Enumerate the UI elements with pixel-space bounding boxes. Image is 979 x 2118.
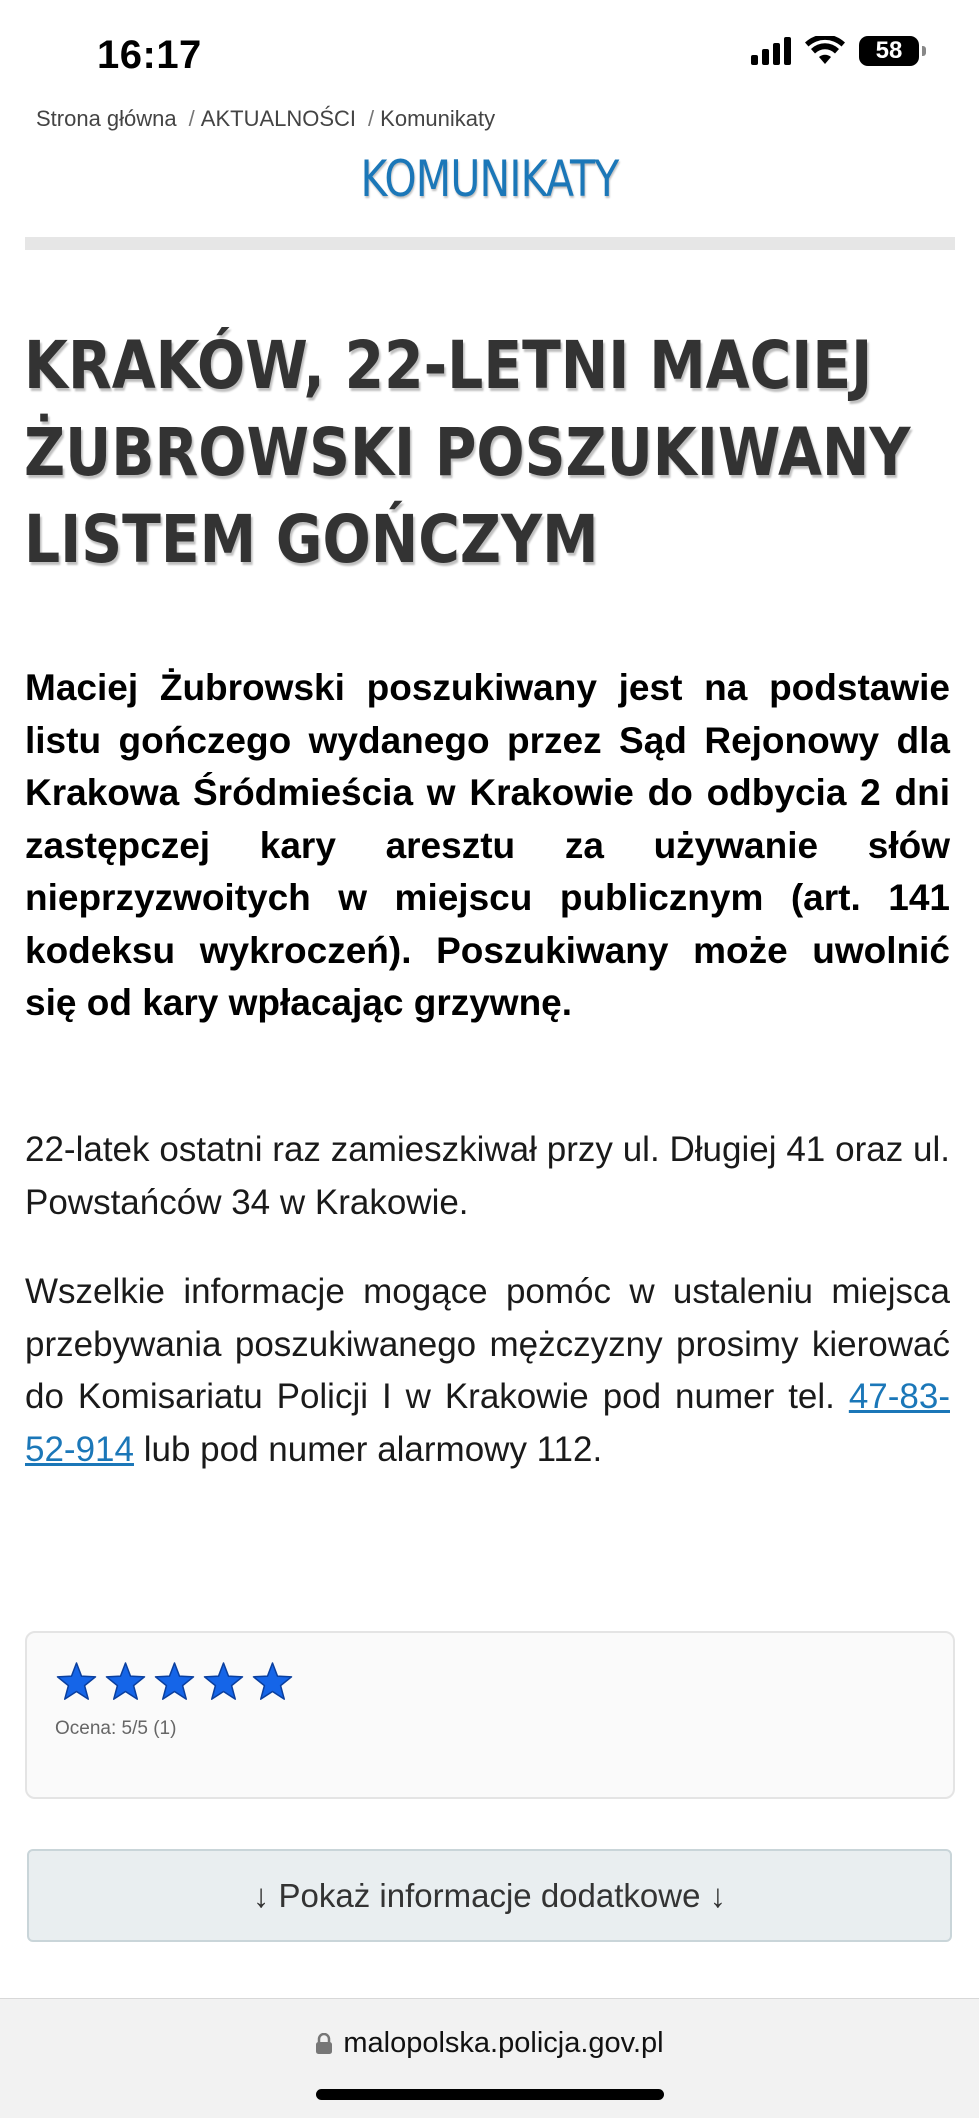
star-icon[interactable] (104, 1661, 147, 1703)
signal-icon (751, 37, 791, 65)
breadcrumb (36, 106, 495, 132)
battery-icon (859, 36, 919, 66)
section-title: KOMUNIKATY (360, 150, 619, 208)
breadcrumb-separator: / (188, 106, 195, 131)
contact-text-end: lub pod numer alarmowy 112. (133, 1429, 603, 1469)
lock-icon (315, 2033, 333, 2055)
contact-text: Wszelkie informacje mogące pomóc w ustaleniu miejsca przebywania poszukiwanego mężczyzny prosimy kierować do Komisariatu Policji I w Krakowie pod numer tel. (25, 1272, 950, 1416)
wifi-icon (805, 36, 845, 66)
rating-text: Ocena: 5/5 (1) (55, 1718, 177, 1739)
article-headline: KRAKÓW, 22-LETNI MACIEJ ŻUBROWSKI POSZUKIWANY LISTEM GOŃCZYM (24, 327, 911, 578)
breadcrumb-announcements[interactable]: Komunikaty (380, 106, 496, 131)
browser-url-bar (0, 1998, 979, 2118)
divider (25, 237, 955, 250)
url-display[interactable] (0, 2027, 979, 2060)
breadcrumb-home[interactable]: Strona główna (36, 106, 177, 131)
rating-box (25, 1631, 955, 1799)
article-paragraph-contact (25, 1266, 950, 1476)
breadcrumb-separator: / (368, 106, 375, 131)
phone-link[interactable]: 47-83-52-914 (25, 1377, 950, 1469)
article-paragraph: 22-latek ostatni raz zamieszkiwał przy ul. Długiej 41 oraz ul. Powstańców 34 w Krakowie. (25, 1130, 950, 1222)
star-icon[interactable] (153, 1661, 196, 1703)
home-indicator[interactable] (316, 2089, 664, 2100)
status-bar (0, 0, 979, 100)
star-icon[interactable] (251, 1661, 294, 1703)
show-more-button[interactable]: ↓ Pokaż informacje dodatkowe ↓ (27, 1849, 952, 1942)
rating-stars (55, 1661, 294, 1703)
url-text: malopolska.policja.gov.pl (343, 2027, 664, 2059)
star-icon[interactable] (202, 1661, 245, 1703)
status-icons (751, 36, 919, 66)
breadcrumb-news[interactable]: AKTUALNOŚCI (200, 106, 357, 131)
status-time: 16:17 (97, 33, 202, 77)
battery-level: 58 (875, 37, 903, 64)
article-lead: Maciej Żubrowski poszukiwany jest na podstawie listu gończego wydanego przez Sąd Rejonowy dla Krakowa Śródmieścia w Krakowie do odbycia 2 dni zastępczej kary aresztu za używanie słów nieprzyzwoitych w miejscu publicznym (art. 141 kodeksu wykroczeń). Poszukiwany może uwolnić się od kary wpłacając grzywnę. (25, 667, 950, 1023)
star-icon[interactable] (55, 1661, 98, 1703)
